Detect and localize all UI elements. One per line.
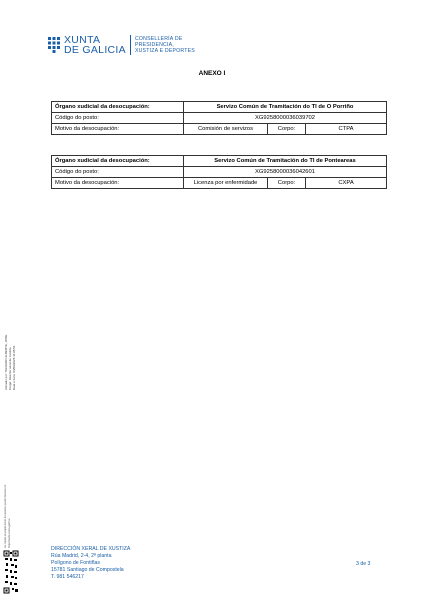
codigo-value: XG9258000036039702	[184, 113, 387, 124]
verification-line-1: As copias en papel deste documento poden facerse en	[4, 484, 7, 548]
codigo-label: Código do posto:	[52, 167, 184, 178]
signature-line-2: Cargo: Director xeral de Xustiza	[8, 347, 12, 390]
footer-line-5: T. 981 546217	[51, 574, 84, 581]
logo-line-1: XUNTA	[64, 34, 101, 46]
logo-divider	[130, 35, 131, 55]
corpo-value: CTPA	[306, 124, 387, 135]
signature-line-3: Data e hora: 04/09/2025 11:05:51	[12, 345, 16, 390]
department-name	[135, 36, 195, 54]
dept-line-1: CONSELLERÍA DE	[134, 36, 183, 42]
footer-line-3: Polígono de Fontiñas	[51, 560, 101, 567]
motivo-value: Licenza por enfermidade	[184, 178, 268, 189]
xunta-logo	[48, 35, 195, 55]
footer-line-2: Rúa Madrid, 2-4, 2ª planta	[51, 553, 112, 560]
document-title: ANEXO I	[198, 70, 226, 77]
dept-line-2: PRESIDENCIA,	[134, 42, 174, 48]
verification-note	[4, 470, 28, 550]
organo-label: Órgano xudicial da desocupación:	[52, 156, 184, 167]
motivo-value: Comisión de servizos	[184, 124, 268, 135]
footer-line-1: DIRECCIÓN XERAL DE XUSTIZA	[51, 546, 131, 552]
table-row	[52, 178, 387, 189]
xunta-emblem-icon	[48, 37, 60, 53]
verification-line-2: https://sede.xunta.gal/cve	[8, 518, 11, 548]
vacancy-table-1	[51, 101, 387, 135]
organo-label: Órgano xudicial da desocupación:	[52, 102, 184, 113]
xunta-wordmark	[64, 35, 126, 55]
table-row	[52, 102, 387, 113]
motivo-label: Motivo da desocupación:	[52, 178, 184, 189]
dept-line-3: XUSTIZA E DEPORTES	[134, 48, 195, 54]
table-row	[52, 124, 387, 135]
corpo-label: Corpo:	[268, 178, 306, 189]
footer-line-4: 15781 Santiago de Compostela	[51, 567, 124, 574]
logo-line-2: DE GALICIA	[64, 44, 126, 56]
table-row	[52, 113, 387, 124]
signature-line-1: Asinado por: TEIXEIRO ALBERTE, JOSE	[4, 334, 8, 390]
vacancy-table-2	[51, 155, 387, 189]
organo-value: Servizo Común de Tramitación do TI de O Porriño	[184, 102, 387, 113]
corpo-value: CXPA	[306, 178, 387, 189]
corpo-label: Corpo:	[268, 124, 306, 135]
footer-address	[51, 546, 130, 581]
page-number: 3 de 3	[356, 561, 371, 567]
table-row	[52, 156, 387, 167]
organo-value: Servizo Común de Tramitación do TI de Ponteareas	[184, 156, 387, 167]
codigo-label: Código do posto:	[52, 113, 184, 124]
signature-stamp	[4, 300, 34, 390]
qr-code	[3, 550, 19, 594]
table-row	[52, 167, 387, 178]
codigo-value: XG9258000036042601	[184, 167, 387, 178]
motivo-label: Motivo da desocupación:	[52, 124, 184, 135]
